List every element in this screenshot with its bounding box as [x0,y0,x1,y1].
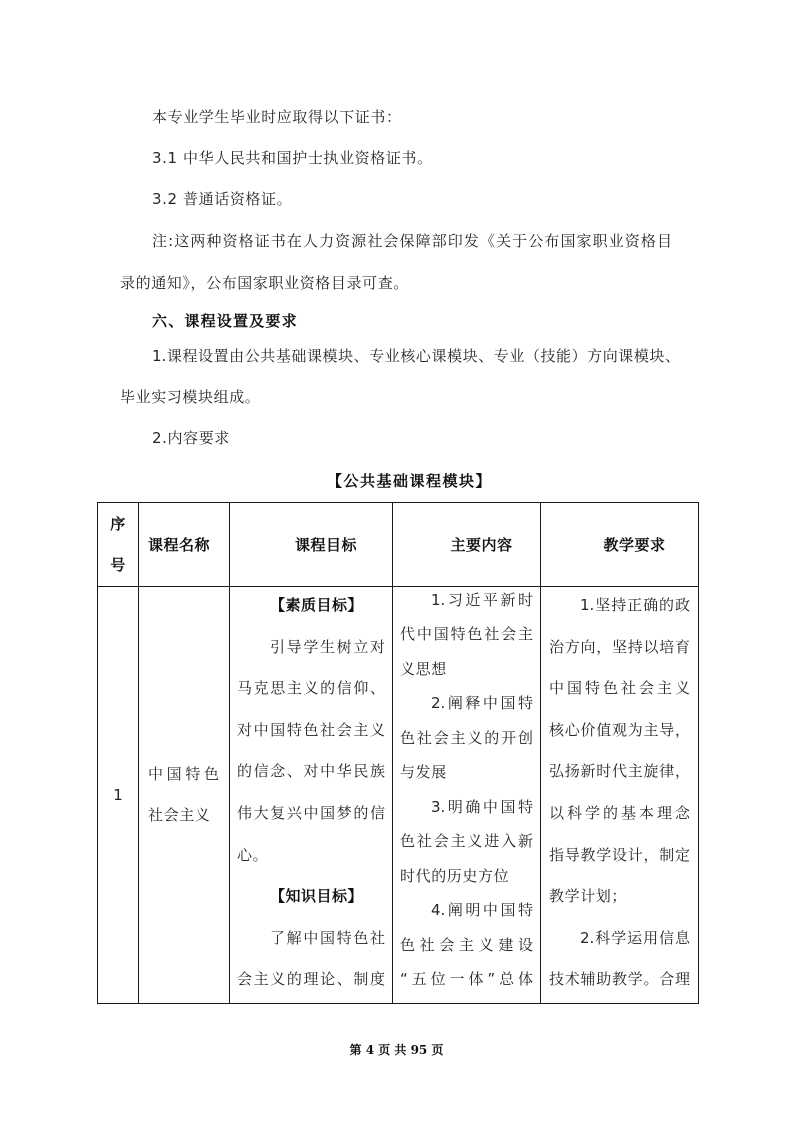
paragraph-line: 1.课程设置由公共基础课模块、专业核心课模块、专业（技能）方向课模块、 [152,347,680,365]
goals-line: 伟大复兴中国梦的信 [237,803,385,822]
content-line: 与发展 [400,763,447,782]
content-line: “五位一体”总体 [400,969,533,988]
certificate-note-line: 注:这两种资格证书在人力资源社会保障部印发《关于公布国家职业资格目 [152,232,672,250]
course-table [97,502,699,1004]
course-name-line: 社会主义 [148,806,211,824]
paragraph-line: 毕业实习模块组成。 [120,388,261,406]
cell-main-content [393,587,541,1004]
course-name-stack [148,754,219,836]
content-line: 色社会主义进入新 [400,832,533,851]
requirements-line: 2.科学运用信息 [580,928,690,947]
requirements-line: 技术辅助教学。合理 [549,970,690,989]
header-index [98,503,139,587]
goals-subheading: 【素质目标】 [270,596,364,614]
requirements-line: 弘扬新时代主旋律， [549,762,690,781]
content-line: 色社会主义建设 [400,935,533,954]
goals-line: 会主义的理论、制度 [237,970,385,989]
header-course-name: 课程名称 [139,503,230,587]
goals-line: 了解中国特色社 [270,928,385,947]
requirements-line: 中国特色社会主义 [549,679,690,698]
content-line: 4.阐明中国特 [431,901,533,920]
course-name-line: 中国特色 [148,765,219,783]
content-line: 代中国特色社会主 [400,625,533,644]
header-index-line: 号 [110,555,126,574]
header-index-line: 序 [110,514,126,533]
goals-line: 心。 [237,845,269,864]
requirements-line: 1.坚持正确的政 [580,596,690,614]
requirements-line: 治方向，坚持以培育 [549,637,690,656]
paragraph-line: 2.内容要求 [152,429,230,447]
teaching-requirements-stack [549,587,690,1001]
content-line: 1.习近平新时 [431,591,533,609]
goals-line: 马克思主义的信仰、 [237,679,385,698]
certificate-item: 3.2 普通话资格证。 [152,190,293,208]
cell-course-goals [230,587,393,1004]
requirements-line: 指导教学设计，制定 [549,845,690,864]
cell-course-name [139,587,230,1004]
main-content-stack [400,587,533,996]
goals-subheading: 【知识目标】 [270,887,364,906]
content-line: 时代的历史方位 [400,866,510,885]
header-teaching-requirements: 教学要求 [541,503,699,587]
content-line: 2.阐释中国特 [431,694,533,713]
goals-line: 引导学生树立对 [270,637,385,656]
content-line: 色社会主义的开创 [400,728,533,747]
certificate-intro: 本专业学生毕业时应取得以下证书： [152,108,402,126]
certificate-note-line: 录的通知》，公布国家职业资格目录可查。 [120,274,409,292]
cell-teaching-requirements [541,587,699,1004]
requirements-line: 以科学的基本理念 [549,803,690,822]
requirements-line: 核心价值观为主导， [549,720,690,739]
goals-line: 对中国特色社会主义 [237,720,385,739]
goals-line: 的信念、对中华民族 [237,762,385,781]
content-line: 义思想 [400,659,447,678]
requirements-line: 教学计划； [549,887,628,906]
section-heading: 六、课程设置及要求 [152,312,298,330]
cell-index: 1 [98,587,139,1004]
table-caption: 【公共基础课程模块】 [327,472,493,490]
header-course-goals: 课程目标 [230,503,393,587]
content-line: 3.明确中国特 [431,797,533,816]
certificate-item: 3.1 中华人民共和国护士执业资格证书。 [152,149,433,167]
course-goals-stack [237,587,385,1001]
header-main-content: 主要内容 [393,503,541,587]
page-footer: 第 4 页 共 95 页 [349,1043,444,1057]
